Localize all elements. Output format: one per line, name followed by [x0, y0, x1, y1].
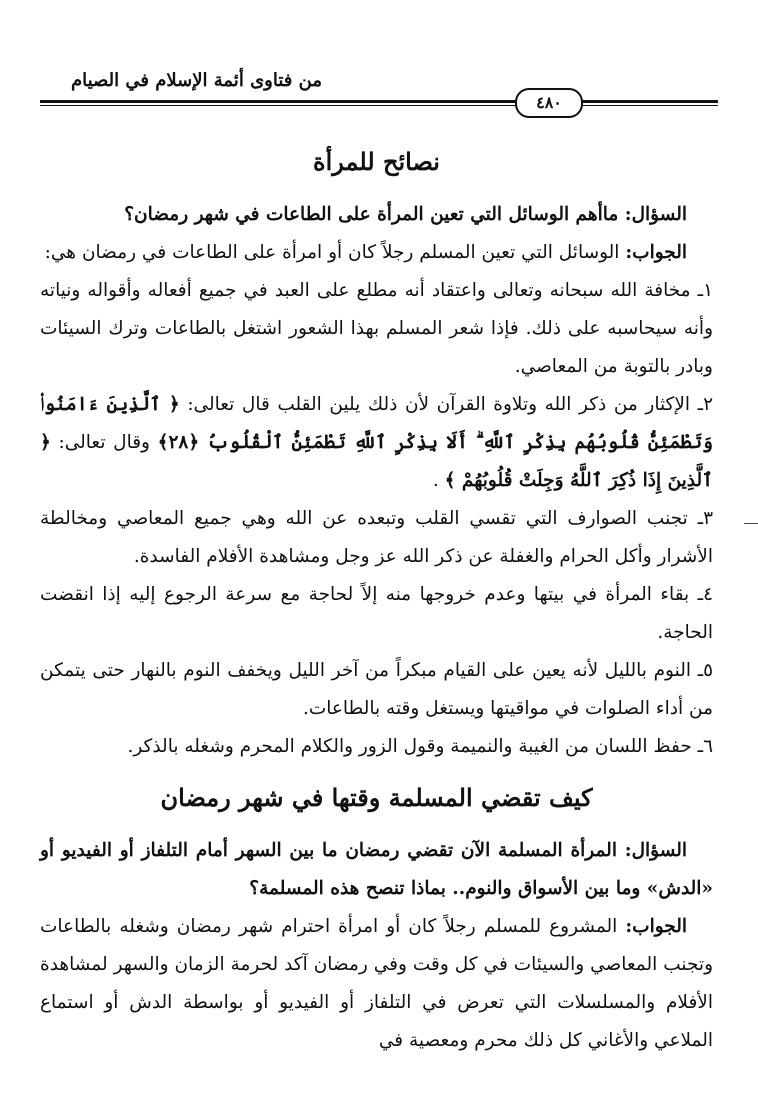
question-label: السؤال:: [624, 840, 687, 861]
list-item: [40, 386, 713, 500]
list-item: ١ـ مخافة الله سبحانه وتعالى واعتقاد أنه مطلع على العبد في جميع أفعاله وأقواله ونياته وأنه سيحاسبه على ذلك. فإذا شعر المسلم بهذا الشعور اشتغل بالطاعات وترك السيئات وبادر بالتوبة من المعاصي.: [40, 280, 713, 377]
page-body: [40, 130, 713, 1060]
list-item-text: .: [432, 470, 439, 491]
question-label: السؤال:: [624, 204, 687, 225]
header-rule: [40, 100, 718, 103]
answer: [40, 908, 713, 1060]
margin-mark: [744, 523, 758, 524]
running-title: من فتاوى أئمة الإسلام في الصيام: [70, 70, 322, 91]
question: [40, 196, 713, 234]
list-item: ٥ـ النوم بالليل لأنه يعين على القيام مبكراً من آخر الليل ويخفف النوم بالنهار حتى يتمكن من أداء الصلوات في مواقيتها ويستغل وقته بالطاعات.: [40, 660, 713, 719]
question: [40, 832, 713, 908]
answer: [40, 234, 713, 272]
question-text: المرأة المسلمة الآن تقضي رمضان ما بين السهر أمام التلفاز أو الفيديو أو «الدش» وما بين الأسواق والنوم.. بماذا تنصح هذه المسلمة؟: [40, 840, 713, 899]
question-text: ماأهم الوسائل التي تعين المرأة على الطاعات في شهر رمضان؟: [124, 204, 619, 225]
list-item: ٦ـ حفظ اللسان من الغيبة والنميمة وقول الزور والكلام المحرم وشغله بالذكر.: [127, 736, 713, 757]
page-number: ٤٨٠: [515, 88, 583, 118]
answer-text: الوسائل التي تعين المسلم رجلاً كان أو امرأة على الطاعات في رمضان هي:: [44, 242, 620, 263]
answer-label: الجواب:: [625, 916, 687, 937]
list-item: ٤ـ بقاء المرأة في بيتها وعدم خروجها منه إلاً لحاجة مع سرعة الرجوع إليه إذا انقضت الحاجة.: [40, 584, 713, 643]
header-rule-thin: [40, 105, 718, 106]
list-item: ٣ـ تجنب الصوارف التي تقسي القلب وتبعده عن الله وهي جميع المعاصي ومخالطة الأشرار وأكل الحرام والغفلة عن ذكر الله عز وجل ومشاهدة الأفلام الفاسدة.: [40, 508, 713, 567]
list-item-text: وقال تعالى:: [58, 432, 150, 453]
section-title: كيف تقضي المسلمة وقتها في شهر رمضان: [160, 783, 593, 812]
answer-label: الجواب:: [625, 242, 687, 263]
section-title: نصائح للمرأة: [313, 147, 440, 176]
quran-verse: ﴿ ٱلَّذِينَ إِذَا ذُكِرَ ٱللَّهُ وَجِلَتْ قُلُوبُهُمْ ﴾: [40, 432, 713, 491]
answer-text: المشروع للمسلم رجلاً كان أو امرأة احترام شهر رمضان وشغله بالطاعات وتجنب المعاصي والسيئات في كل وقت وفي رمضان آكد لحرمة الزمان والسهر لمشاهدة الأفلام والمسلسلات التي تعرض في التلفاز أو الفيديو أو بواسطة الدش أو استماع الملاعي والأغاني كل ذلك محرم ومعصية في: [40, 916, 713, 1051]
list-item-text: ٢ـ الإكثار من ذكر الله وتلاوة القرآن لأن ذلك يلين القلب قال تعالى:: [187, 394, 713, 415]
quran-verse: ﴿ ٱلَّذِينَ ءَامَنُوا۟ وَتَطْمَئِنُّ قُلُوبُهُم بِذِكْرِ ٱللَّهِ ۗ أَلَا بِذِكْرِ ٱللَّهِ تَطْمَئِنُّ ٱلْقُلُوبُ ﴿٢٨﴾: [40, 394, 713, 453]
